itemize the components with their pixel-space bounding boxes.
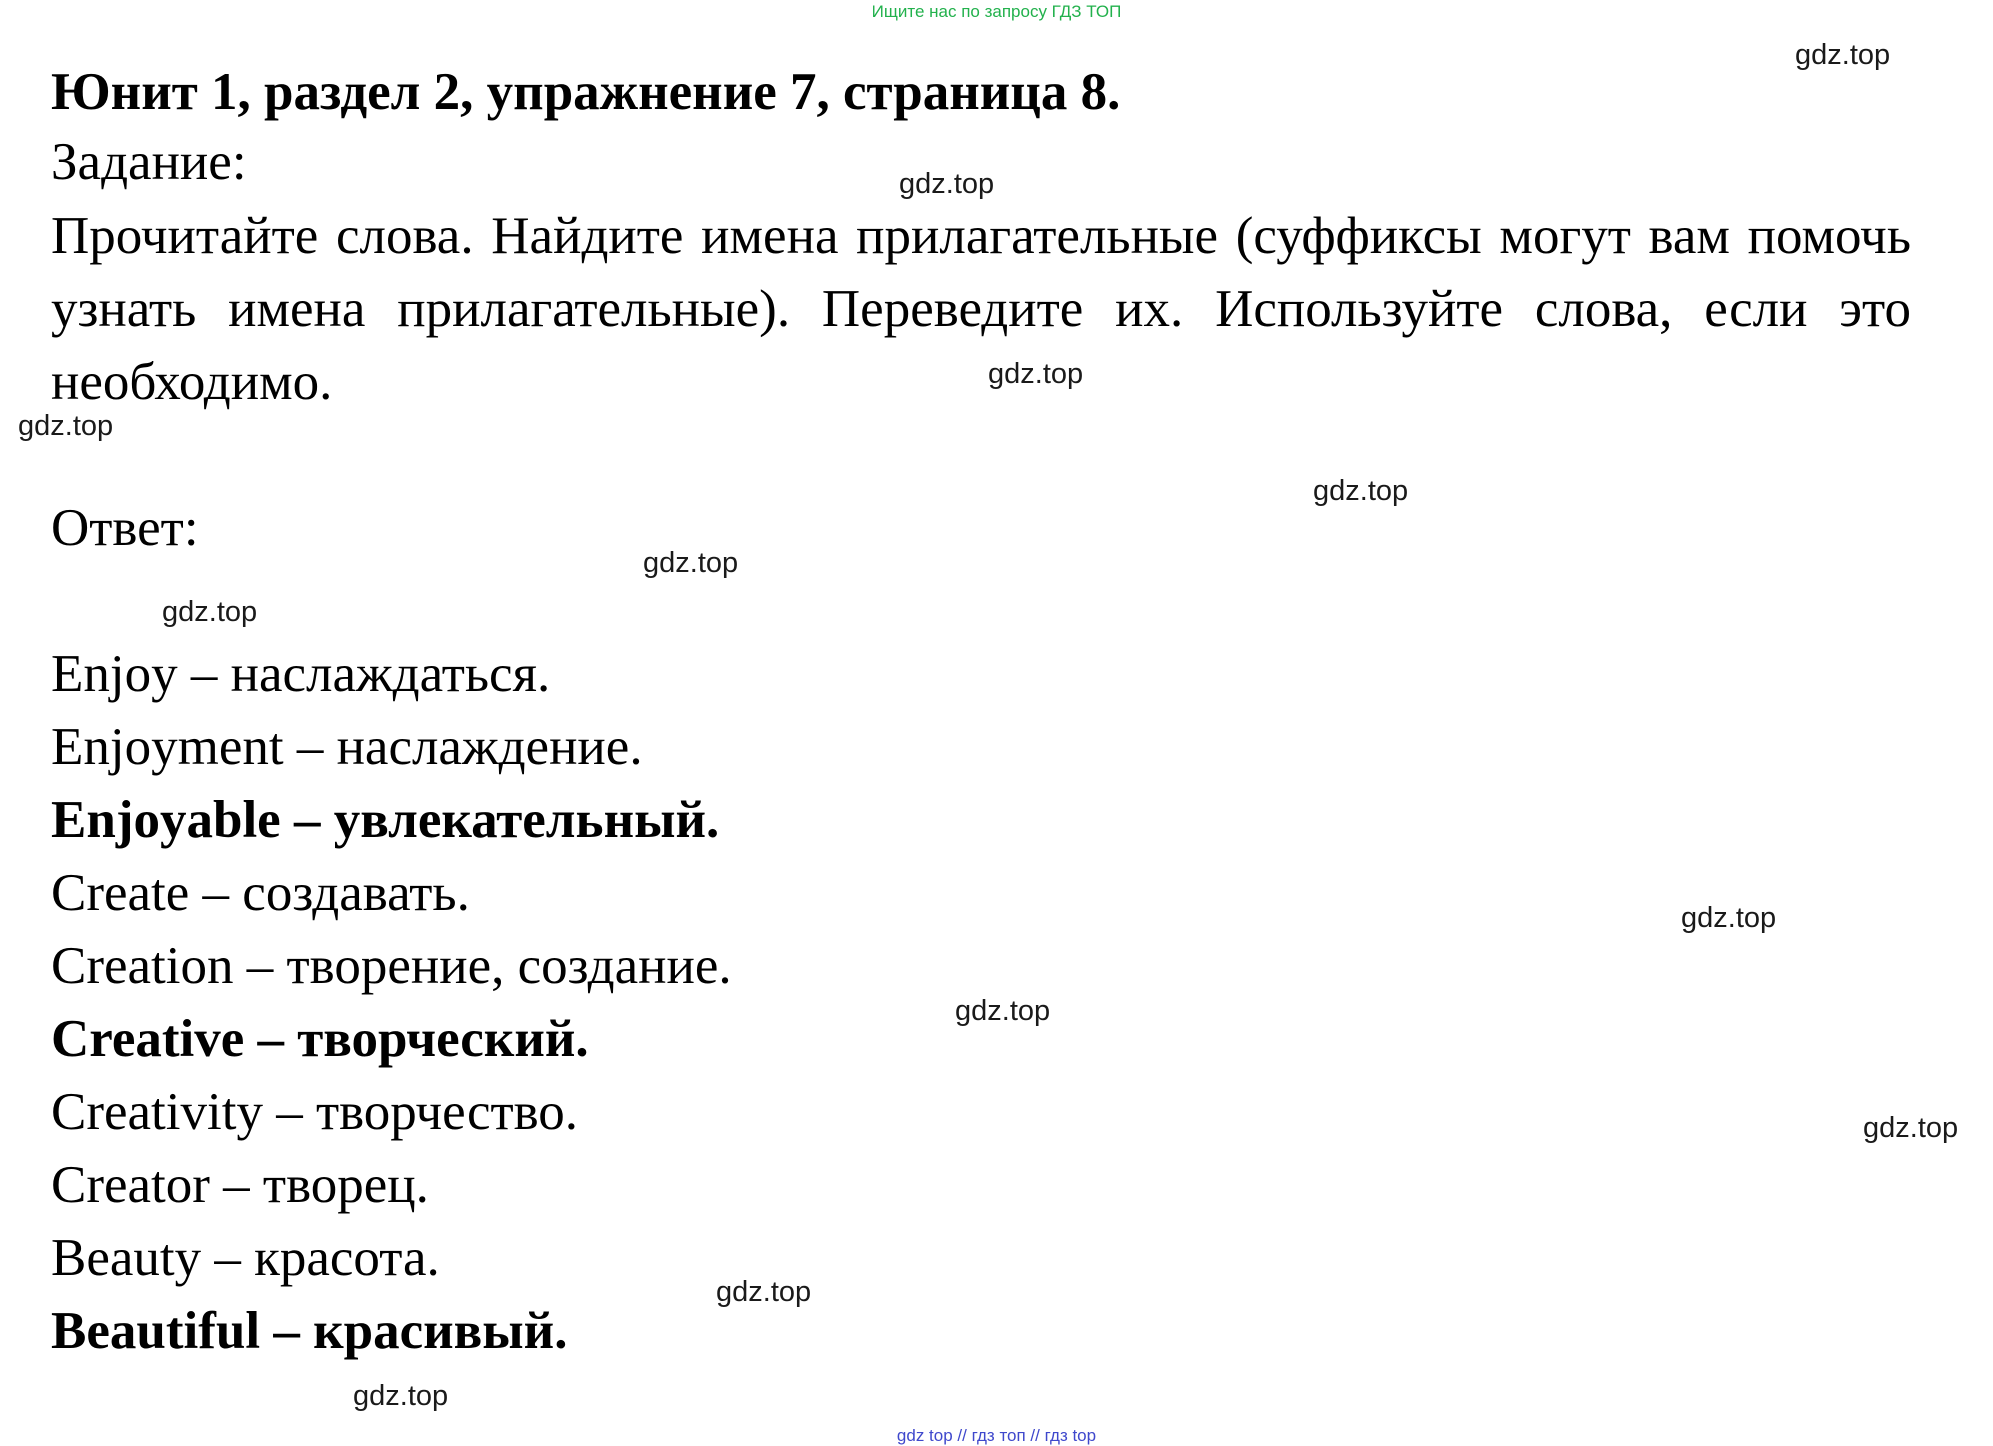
answer-item: Beautiful – красивый. (51, 1302, 568, 1360)
answer-list (51, 638, 732, 1368)
answer-item: Creative – творческий. (51, 1010, 589, 1068)
task-label: Задание: (51, 133, 247, 191)
watermark: gdz.top (353, 1380, 449, 1412)
answer-item: Creation – творение, создание. (51, 937, 732, 995)
watermark: gdz.top (1313, 475, 1409, 507)
watermark: gdz.top (162, 596, 258, 628)
watermark: gdz.top (18, 410, 114, 442)
task-text: Прочитайте слова. Найдите имена прилагательные (суффиксы могут вам помочь узнать имена прилагательные). Переведите их. Используйте слова, если это необходимо. (51, 207, 1911, 411)
watermark: gdz.top (988, 358, 1084, 390)
answer-item: Enjoyment – наслаждение. (51, 718, 643, 776)
watermark: gdz.top (955, 995, 1051, 1027)
page-title: Юнит 1, раздел 2, упражнение 7, страница 8. (51, 63, 1121, 121)
watermark: gdz.top (643, 547, 739, 579)
footer: gdz top // гдз топ // гдз top (896, 1426, 1097, 1445)
watermark: gdz.top (1681, 902, 1777, 934)
watermark: gdz.top (899, 168, 995, 200)
answer-item: Enjoyable – увлекательный. (51, 791, 720, 849)
top-banner: Ищите нас по запросу ГДЗ ТОП (871, 2, 1122, 21)
watermark: gdz.top (1795, 39, 1891, 71)
answer-item: Beauty – красота. (51, 1229, 440, 1287)
answer-item: Enjoy – наслаждаться. (51, 645, 551, 703)
answer-item: Creativity – творчество. (51, 1083, 579, 1141)
answer-item: Creator – творец. (51, 1156, 429, 1214)
watermark: gdz.top (1863, 1112, 1959, 1144)
answer-label: Ответ: (51, 499, 199, 557)
watermark: gdz.top (716, 1276, 812, 1308)
answer-item: Create – создавать. (51, 864, 470, 922)
